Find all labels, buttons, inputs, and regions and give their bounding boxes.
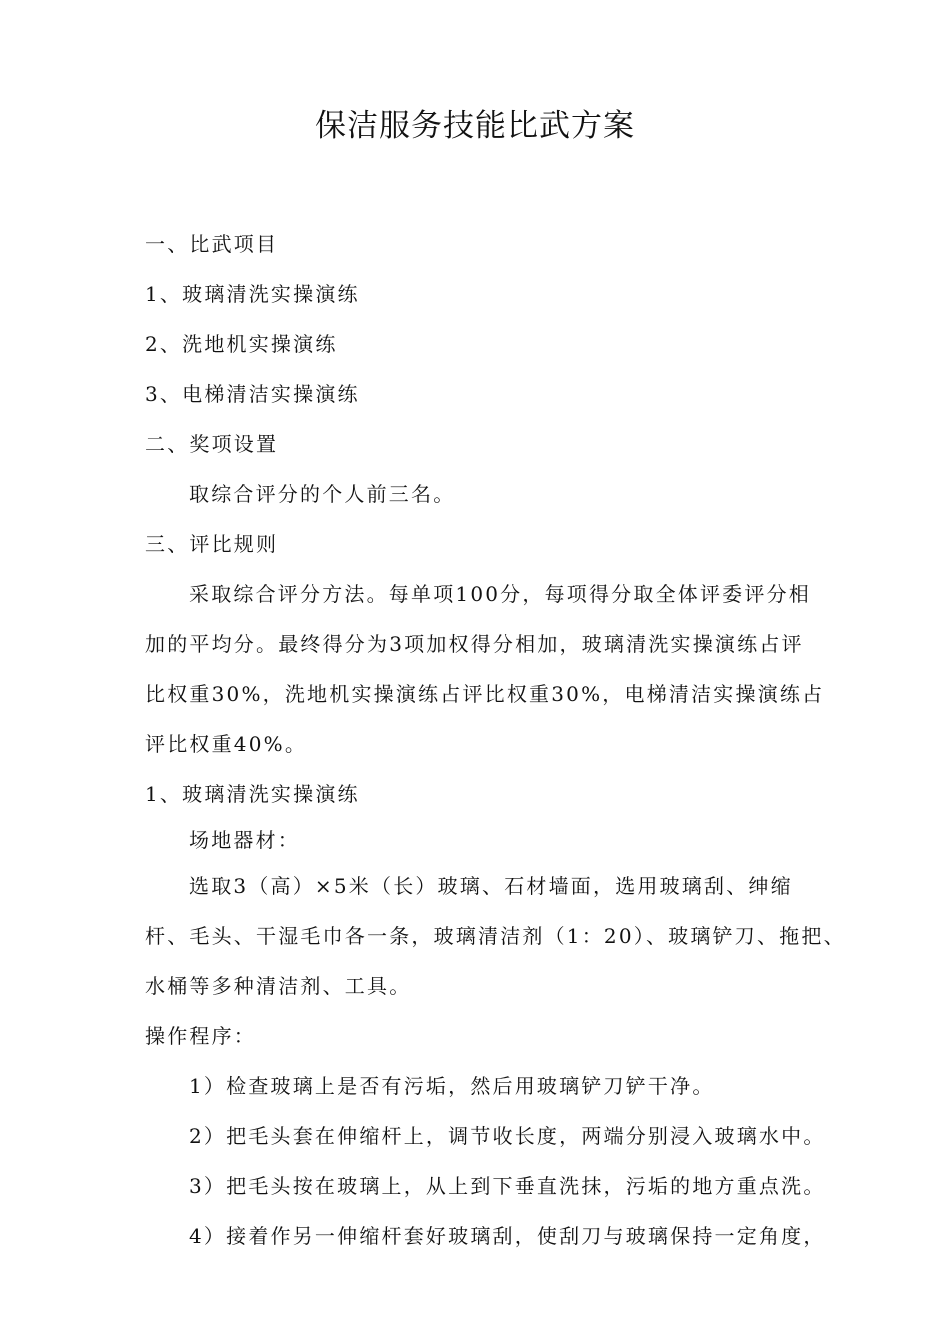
section-heading-items: 一、比武项目 bbox=[145, 232, 279, 256]
paragraph-line: 评比权重40%。 bbox=[145, 732, 308, 756]
procedure-step: 3）把毛头按在玻璃上，从上到下垂直洗抹，污垢的地方重点洗。 bbox=[189, 1174, 826, 1198]
list-item: 1、玻璃清洗实操演练 bbox=[145, 282, 360, 306]
section-heading-awards: 二、奖项设置 bbox=[145, 432, 279, 456]
list-item: 3、电梯清洁实操演练 bbox=[145, 382, 360, 406]
list-item: 2、洗地机实操演练 bbox=[145, 332, 338, 356]
paragraph-line: 加的平均分。最终得分为3项加权得分相加，玻璃清洗实操演练占评 bbox=[145, 632, 804, 656]
paragraph-line: 比权重30%，洗地机实操演练占评比权重30%，电梯清洁实操演练占 bbox=[145, 682, 825, 706]
procedure-step: 1）检查玻璃上是否有污垢，然后用玻璃铲刀铲干净。 bbox=[189, 1074, 715, 1098]
procedure-heading: 操作程序： bbox=[145, 1024, 256, 1048]
rules-paragraph bbox=[145, 569, 825, 769]
equipment-heading: 场地器材： bbox=[189, 828, 300, 852]
paragraph-line: 选取3（高）×5米（长）玻璃、石材墙面，选用玻璃刮、绅缩 bbox=[189, 874, 793, 898]
procedure-step: 2）把毛头套在伸缩杆上，调节收长度，两端分别浸入玻璃水中。 bbox=[189, 1124, 826, 1148]
document-title: 保洁服务技能比武方案 bbox=[315, 108, 635, 144]
equipment-paragraph bbox=[145, 861, 846, 1011]
paragraph-line: 采取综合评分方法。每单项100分，每项得分取全体评委评分相 bbox=[189, 582, 811, 606]
subsection-heading-glass: 1、玻璃清洗实操演练 bbox=[145, 782, 360, 806]
paragraph-line: 水桶等多种清洁剂、工具。 bbox=[145, 974, 412, 998]
paragraph-line: 取综合评分的个人前三名。 bbox=[189, 482, 456, 506]
procedure-step: 4）接着作另一伸缩杆套好玻璃刮，使刮刀与玻璃保持一定角度， bbox=[189, 1224, 826, 1248]
paragraph-line: 杆、毛头、干湿毛巾各一条，玻璃清洁剂（1：20）、玻璃铲刀、拖把、 bbox=[145, 924, 846, 948]
document-body bbox=[145, 219, 846, 1261]
section-heading-rules: 三、评比规则 bbox=[145, 532, 279, 556]
